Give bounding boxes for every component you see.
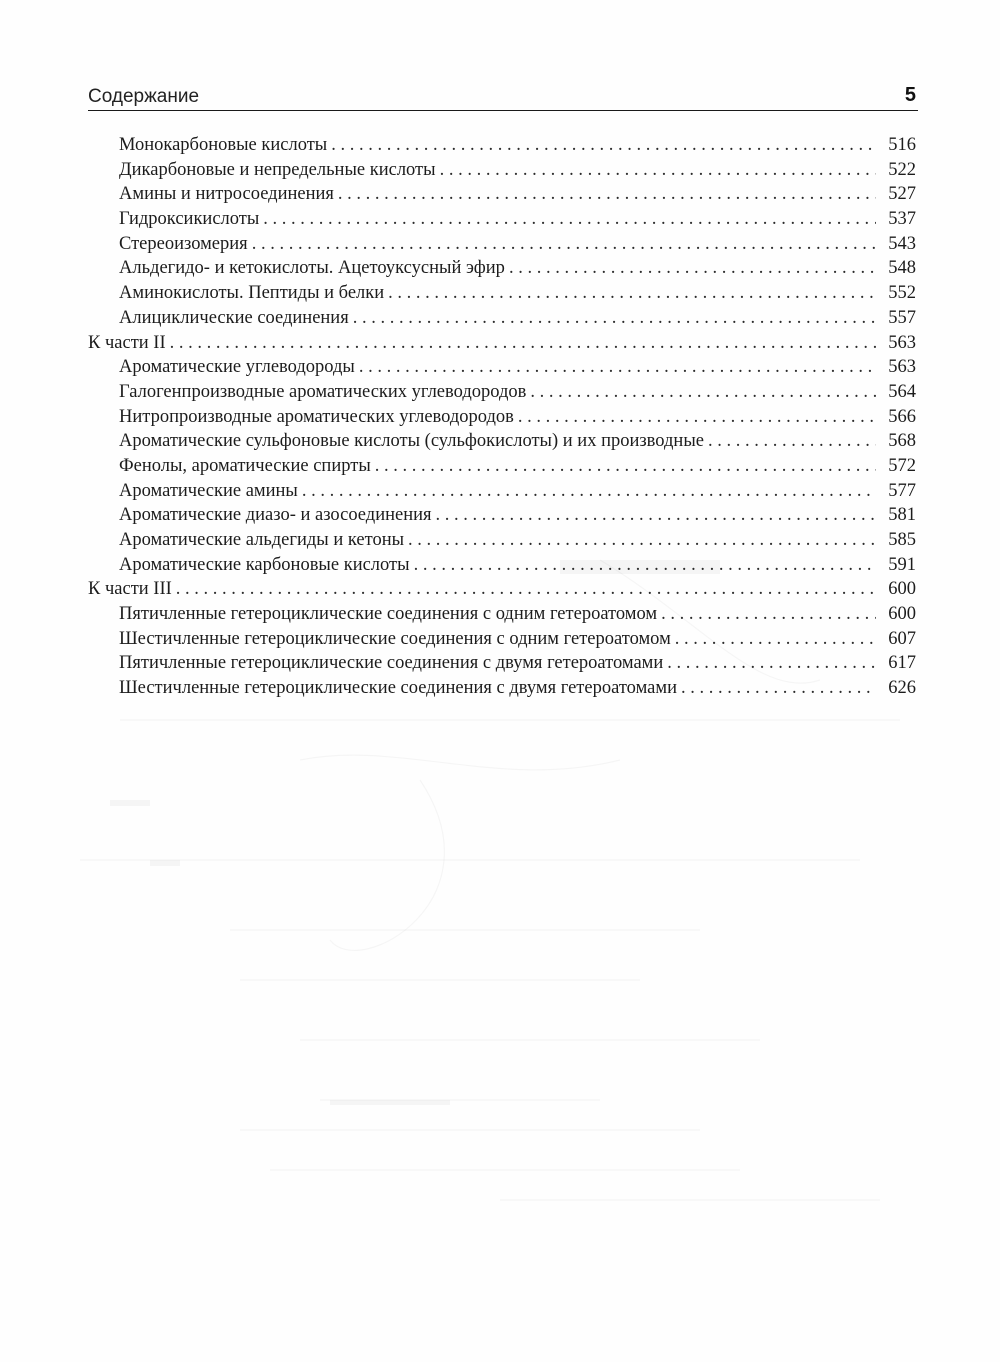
dot-leader [302, 479, 876, 504]
toc-entry-title: Ароматические альдегиды и кетоны [119, 530, 405, 550]
toc-entry [88, 528, 916, 553]
toc-entry [88, 232, 916, 257]
toc-entry [88, 256, 916, 281]
toc-entry-page: 516 [888, 135, 916, 155]
toc-entry-title: Ароматические карбоновые кислоты [119, 554, 410, 575]
toc-entry-title: Амины и нитросоединения [119, 184, 334, 205]
toc-entry [88, 355, 916, 380]
toc-entry-title: Галогенпроизводные ароматических углеводородов [119, 381, 527, 402]
dot-leader [170, 331, 876, 356]
toc-entry-page: 543 [888, 233, 916, 254]
toc-entry-page: 552 [888, 283, 916, 304]
toc-entry-page: 568 [888, 431, 916, 452]
toc-entry [88, 405, 916, 430]
dot-leader [708, 429, 876, 454]
dot-leader [667, 651, 876, 676]
toc-entry-title: Шестичленные гетероциклические соединения с одним гетероатомом [119, 628, 671, 649]
toc-entry [88, 503, 916, 528]
toc-entry [88, 454, 916, 479]
toc-entry-page: 564 [888, 381, 916, 402]
toc-entry-title: Ароматические сульфоновые кислоты (сульфокислоты) и их производные [119, 431, 704, 452]
toc-entry [88, 651, 916, 676]
toc-entry-page: 548 [888, 258, 916, 279]
dot-leader [388, 281, 876, 306]
dot-leader [661, 602, 876, 627]
toc-entry-title: Ароматические диазо- и азосоединения [119, 505, 432, 526]
toc-section-entry [88, 331, 916, 356]
toc-entry-page: 557 [888, 307, 916, 328]
dot-leader [338, 182, 876, 207]
toc-entry-page: 585 [888, 530, 916, 550]
toc-entry-page: 600 [888, 604, 916, 625]
toc-entry [88, 306, 916, 331]
toc-entry-title: Пятичленные гетероциклические соединения с двумя гетероатомами [119, 653, 664, 674]
toc-entry-title: Алициклические соединения [119, 307, 349, 328]
toc-entry [88, 158, 916, 183]
toc-entry [88, 429, 916, 454]
toc-entry-page: 617 [888, 653, 916, 674]
toc-entry [88, 281, 916, 306]
dot-leader [331, 133, 876, 158]
toc-entry-page: 527 [888, 184, 916, 205]
toc-entry-page: 522 [888, 159, 916, 180]
dot-leader [518, 405, 876, 430]
toc-entry-title: Ароматические амины [119, 480, 298, 501]
dot-leader [530, 380, 876, 405]
header-title: Содержание [88, 86, 200, 107]
toc-entry [88, 133, 916, 158]
toc-entry [88, 479, 916, 504]
toc-entry-page: 563 [888, 332, 916, 353]
running-header [88, 84, 918, 111]
dot-leader [436, 503, 876, 528]
toc-entry-title: Альдегидо- и кетокислоты. Ацетоуксусный эфир [119, 258, 505, 279]
toc-entry-title: Монокарбоновые кислоты [119, 135, 328, 155]
toc-entry-page: 626 [888, 678, 916, 699]
dot-leader [681, 676, 876, 701]
dot-leader [252, 232, 876, 257]
toc-entry-page: 581 [888, 505, 916, 526]
toc-entry [88, 553, 916, 578]
toc-entry-page: 600 [888, 579, 916, 600]
toc-entry-title: Стереоизомерия [119, 233, 248, 254]
toc-entry-title: Фенолы, ароматические спирты [119, 455, 371, 476]
toc-entry-title: К части III [88, 579, 172, 600]
toc-entry-title: Аминокислоты. Пептиды и белки [119, 283, 385, 304]
toc-entry-page: 566 [888, 406, 916, 427]
toc-entry [88, 602, 916, 627]
dot-leader [359, 355, 876, 380]
toc-entry-title: Пятичленные гетероциклические соединения с одним гетероатомом [119, 604, 658, 625]
toc-section-entry [88, 577, 916, 602]
page-number: 5 [904, 84, 916, 106]
toc-entry-title: Ароматические углеводороды [119, 357, 355, 378]
toc-entry-title: Гидроксикислоты [119, 209, 260, 230]
toc-entry-title: Нитропроизводные ароматических углеводородов [119, 406, 514, 427]
dot-leader [440, 158, 876, 183]
table-of-contents [88, 133, 916, 701]
toc-entry [88, 676, 916, 701]
toc-entry [88, 207, 916, 232]
toc-entry-page: 563 [888, 357, 916, 378]
toc-entry-page: 537 [888, 209, 916, 230]
toc-entry [88, 182, 916, 207]
toc-entry-title: Шестичленные гетероциклические соединения с двумя гетероатомами [119, 678, 677, 699]
dot-leader [375, 454, 876, 479]
toc-entry-page: 577 [888, 480, 916, 501]
toc-entry-page: 607 [888, 628, 916, 649]
dot-leader [176, 577, 876, 602]
dot-leader [263, 207, 876, 232]
dot-leader [353, 306, 876, 331]
dot-leader [675, 627, 876, 652]
toc-entry-title: Дикарбоновые и непредельные кислоты [119, 159, 436, 180]
toc-entry-title: К части II [88, 332, 166, 353]
toc-entry [88, 380, 916, 405]
dot-leader [408, 528, 876, 553]
dot-leader [414, 553, 876, 578]
toc-entry-page: 591 [888, 554, 916, 575]
dot-leader [509, 256, 876, 281]
toc-entry [88, 627, 916, 652]
toc-entry-page: 572 [888, 455, 916, 476]
